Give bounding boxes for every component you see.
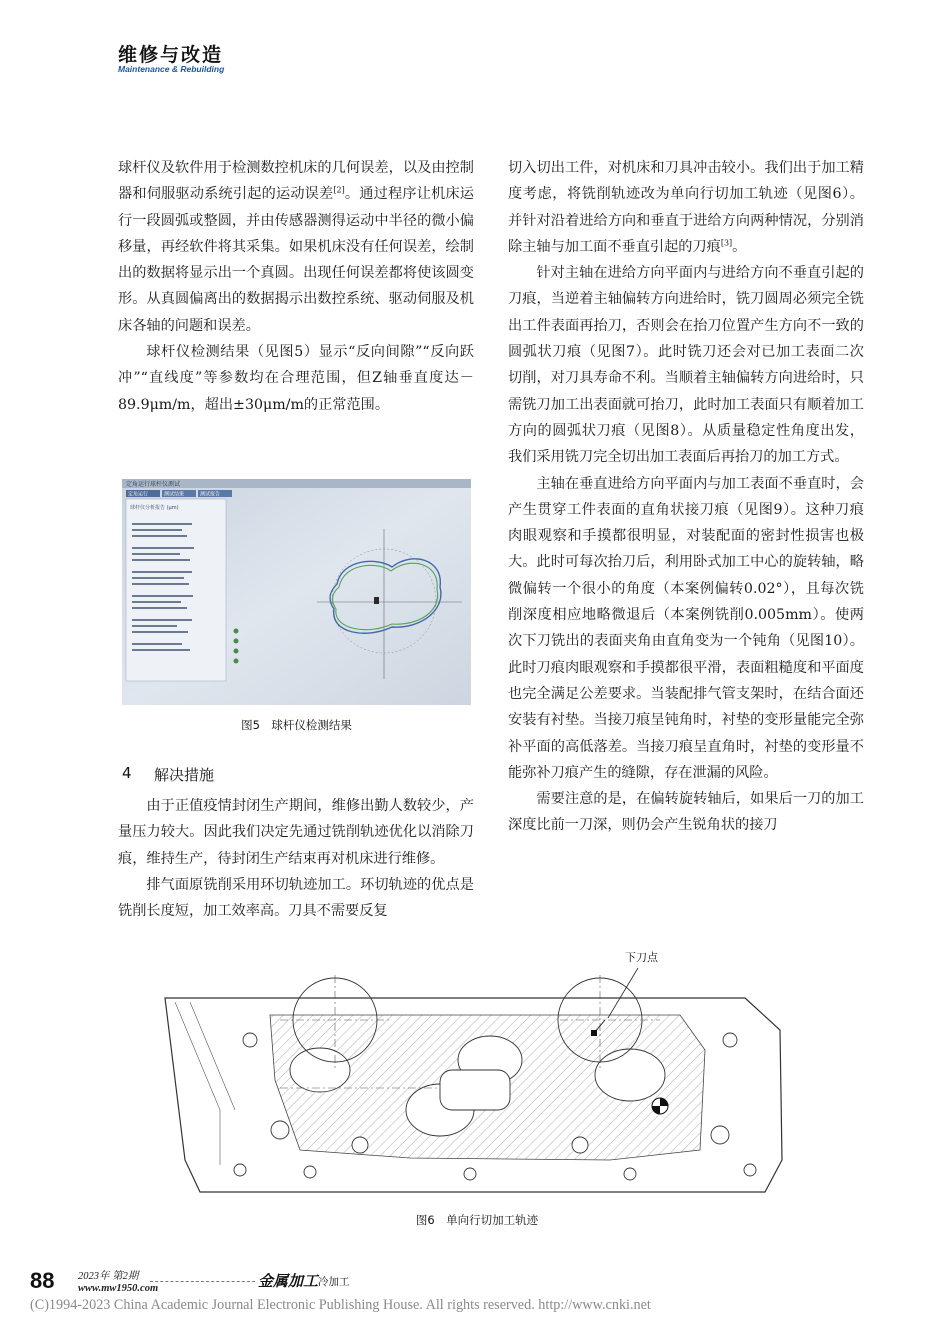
cylinder-head-drawing (160, 960, 792, 1198)
right-paragraph-4: 需要注意的是，在偏转旋转轴后，如果后一刀的加工深度比前一刀深，则仍会产生锐角状的接刀 (508, 791, 864, 834)
left-paragraph-1: 球杆仪及软件用于检测数控机床的几何误差，以及由控制器和伺服驱动系统引起的运动误差[2]。通过程序让机床运行一段圆弧或整圆，并由传感器测得运动中半径的微小偏移量，再经软件将其采集。如果机床没有任何误差，绘制出的数据将显示出一个真圆。出现任何误差都将使该圆变形。从真圆偏离出的数据揭示出数控系统、驱动伺服及机床各轴的问题和误差。 (118, 160, 474, 334)
page-number: 88 (30, 1268, 55, 1293)
left-paragraph-2: 球杆仪检测结果（见图5）显示“反向间隙”“反向跃冲”“直线度”等参数均在合理范围，但Z轴垂直度达－89.9μm/m，超出±30μm/m的正常范围。 (118, 344, 474, 413)
figure-5-caption: 图5 球杆仪检测结果 (241, 718, 352, 732)
right-paragraph-3: 主轴在垂直进给方向平面内与加工表面不垂直时，会产生贯穿工件表面的直角状接刀痕（见图9）。这种刀痕肉眼观察和手摸都很明显，对装配面的密封性损害也极大。此时可每次抬刀后，利用卧式加工中心的旋转轴，略微偏转一个很小的角度（本案例偏转0.02°），且每次铣削深度相应地略微退后（本案例铣削0.005mm）。使两次下刀铣出的表面夹角由直角变为一个钝角（见图10）。此时刀痕肉眼观察和手摸都很平滑，表面粗糙度和平面度也完全满足公差要求。当装配排气管支架时，在结合面还安装有衬垫。当接刀痕呈钝角时，衬垫的变形量能完全弥补平面的高低落差。当接刀痕呈直角时，衬垫的变形量不能弥补刀痕产生的缝隙，存在泄漏的风险。 (508, 475, 864, 781)
right-column (508, 155, 864, 839)
website-link[interactable]: www.mw1950.com (78, 1283, 159, 1294)
magazine-name: 金属加工 (258, 1272, 319, 1290)
issue-info: 2023年 第2期 (78, 1271, 139, 1282)
citation-ref: [3] (720, 238, 733, 248)
figure-6-drawing (160, 960, 792, 1198)
entry-point-label: 下刀点 (625, 951, 658, 964)
screen-tab-2: 测试结果 (164, 491, 185, 498)
figure-6-caption: 图6 单向行切加工轨迹 (415, 1213, 539, 1227)
section-title: 维修与改造 (118, 44, 224, 66)
citation-ref: [2] (333, 185, 345, 195)
ballbar-screen-photo (122, 479, 471, 705)
magazine-subtitle: 冷加工 (318, 1276, 350, 1288)
copyright-notice: (C)1994-2023 China Academic Journal Electronic Publishing House. All rights reserved. http://www.cnki.net (30, 1297, 651, 1313)
right-paragraph-2: 针对主轴在进给方向平面内与进给方向不垂直引起的刀痕，当逆着主轴偏转方向进给时，铣刀圆周必须完全铣出工件表面再抬刀，否则会在抬刀位置产生方向不一致的圆弧状刀痕（见图7）。此时铣刀还会对已加工表面二次切削，对刀具寿命不利。当顺着主轴偏转方向进给时，只需铣刀加工出表面就可抬刀，此时加工表面只有顺着加工方向的圆弧状刀痕（见图8）。从质量稳定性角度出发，我们采用铣刀完全切出加工表面后再抬刀的加工方式。 (508, 265, 864, 466)
figure-5-image (122, 479, 471, 705)
screen-tab-1: 定角运行 (128, 491, 149, 498)
footer-divider (150, 1281, 255, 1282)
section-heading: 解决措施 (154, 766, 215, 784)
right-paragraph-1: 切入切出工件，对机床和刀具冲击较小。我们出于加工精度考虑，将铣削轨迹改为单向行切加工轨迹（见图6）。并针对沿着进给方向和垂直于进给方向两种情况，分别消除主轴与加工面不垂直引起的刀痕[3]。 (508, 160, 864, 255)
left-paragraph-3: 由于正值疫情封闭生产期间，维修出勤人数较少，产量压力较大。因此我们决定先通过铣削轨迹优化以消除刀痕，维持生产，待封闭生产结束再对机床进行维修。 (118, 798, 474, 867)
section-heading-number: 4 (122, 764, 132, 782)
screen-panel-title: 球杆仪分析报告 (μm) (130, 505, 179, 511)
screen-window-title: 定角运行球杆仪测试 (126, 481, 181, 488)
section-subtitle: Maintenance & Rebuilding (118, 64, 225, 74)
left-paragraph-4: 排气面原铣削采用环切轨迹加工。环切轨迹的优点是铣削长度短，加工效率高。刀具不需要反复 (118, 876, 474, 920)
left-column-top (118, 155, 474, 418)
screen-tab-3: 测试报告 (200, 491, 221, 498)
left-column-bottom (118, 793, 474, 924)
